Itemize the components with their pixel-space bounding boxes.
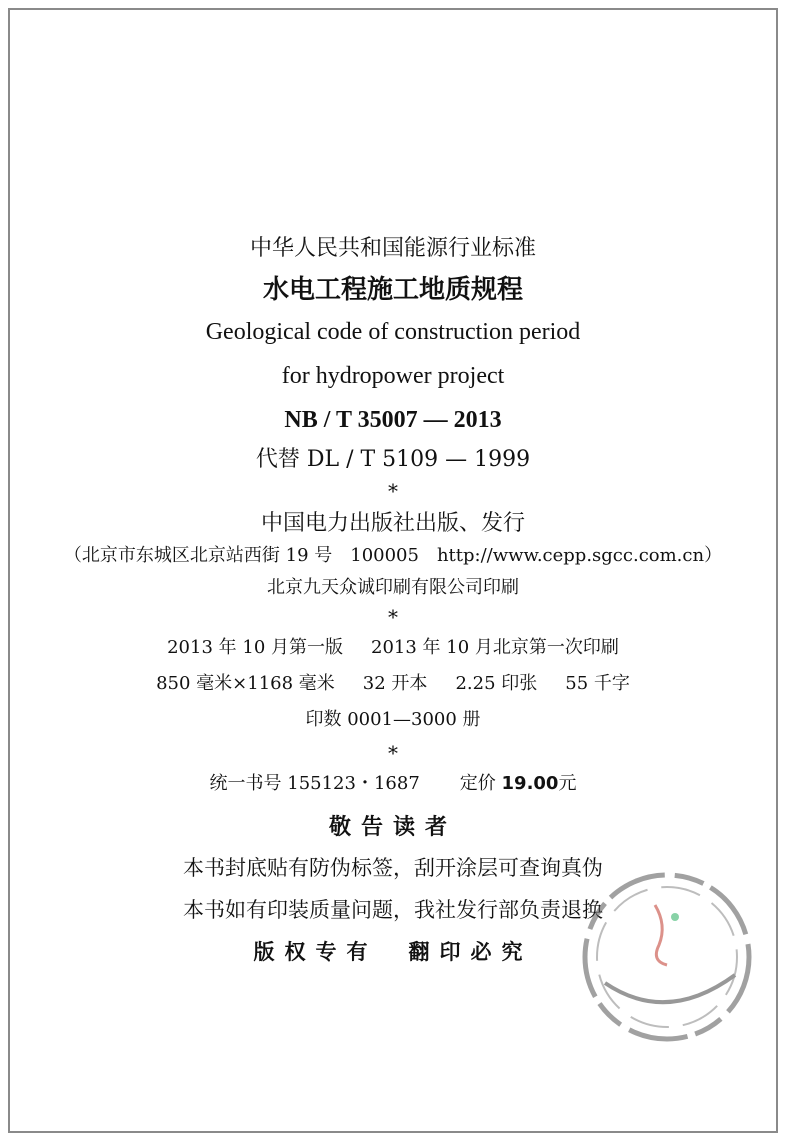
colophon [10,235,776,967]
separator-star: * [388,741,398,765]
notice-line-1: 本书封底贴有防伪标签，刮开涂层可查询真伪 [183,856,603,880]
book-number: 统一书号 155123・1687 [209,773,420,794]
replaces-standard: 代替 DL / T 5109 — 1999 [255,447,531,472]
book-number-line [10,771,776,797]
printing: 2013 年 10 月北京第一次印刷 [371,637,619,658]
separator-star: * [388,605,398,629]
title-english-line1: Geological code of construction period [205,319,581,345]
copyright-notice: 版权专有 翻印必究 [253,940,533,964]
page-frame [8,8,778,1133]
specs-line [10,671,776,697]
separator-star: * [388,479,398,503]
price-label: 定价 [459,773,496,794]
printer: 北京九天众诚印刷有限公司印刷 [267,577,519,598]
notice-title: 敬告读者 [328,815,457,840]
title-chinese: 水电工程施工地质规程 [262,275,523,305]
sheets: 2.25 印张 [455,673,538,694]
edition: 2013 年 10 月第一版 [167,637,343,658]
print-run: 印数 0001—3000 册 [305,709,481,730]
notice-line-2: 本书如有印装质量问题，我社发行部负责退换 [183,898,603,922]
standard-number: NB / T 35007 — 2013 [284,407,502,433]
paper-size: 850 毫米×1168 毫米 [156,673,335,694]
edition-line [10,635,776,661]
format: 32 开本 [362,673,428,694]
title-english-line2: for hydropower project [281,363,505,389]
publisher: 中国电力出版社出版、发行 [260,511,525,536]
price-value: 19.00 [501,773,559,794]
price-unit: 元 [558,773,577,794]
words: 55 千字 [565,673,630,694]
publisher-address: （北京市东城区北京站西街 19 号 100005 http://www.cepp.sgcc.com.cn） [63,545,723,566]
standard-organization: 中华人民共和国能源行业标准 [249,236,536,261]
